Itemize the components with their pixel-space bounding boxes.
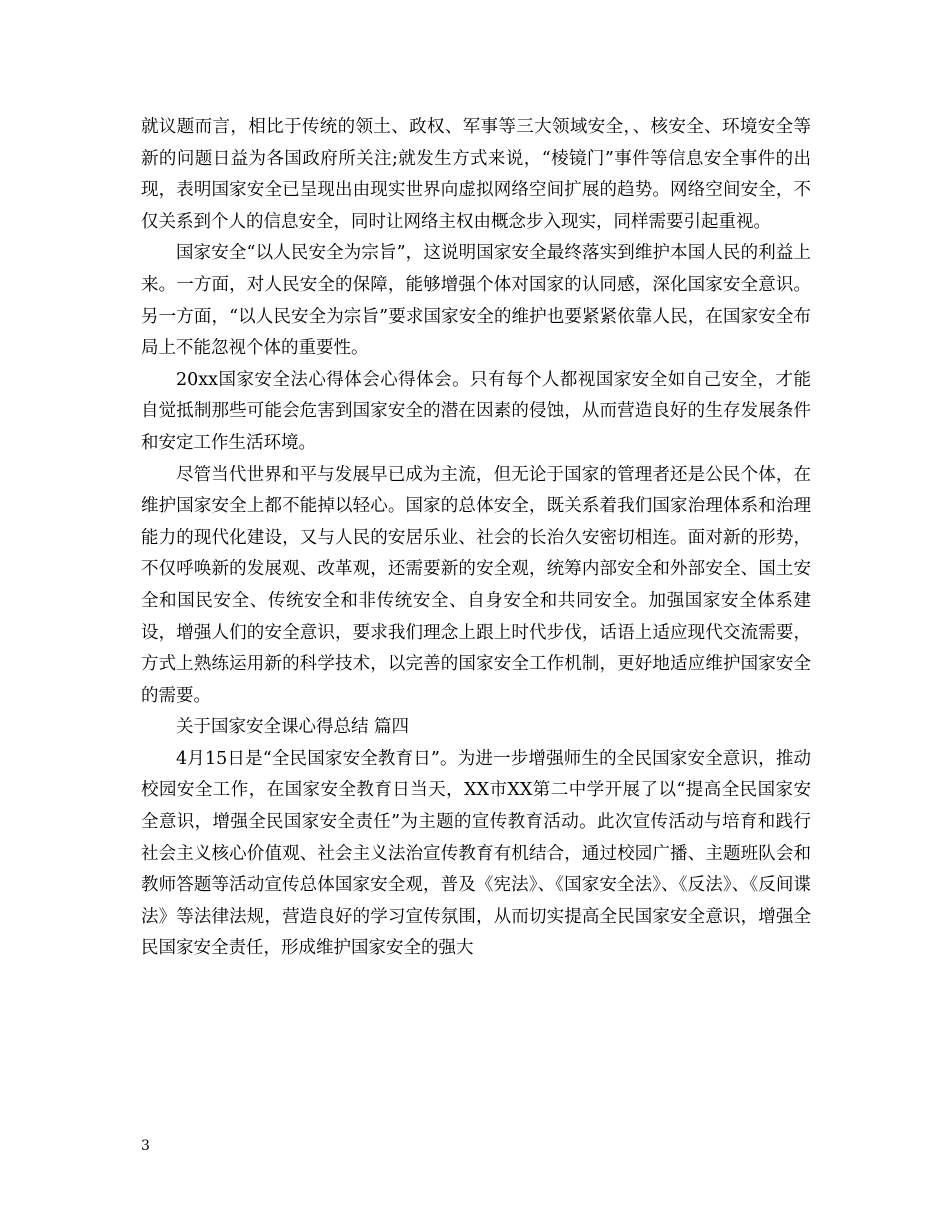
- page-number: 3: [141, 1138, 150, 1154]
- document-body: [141, 112, 811, 965]
- section-heading: 关于国家安全课心得总结 篇四: [176, 717, 410, 738]
- paragraph-1: 就议题而言，相比于传统的领土、政权、军事等三大领域安全，、核安全、环境安全等新的问题日益为各国政府所关注;就发生方式来说，“棱镜门”事件等信息安全事件的出现，表明国家安全已呈现出由现实世界向虚拟网络空间扩展的趋势。网络空间安全，不仅关系到个人的信息安全，同时让网络主权由概念步入现实，同样需要引起重视。: [141, 117, 811, 232]
- paragraph-4: 尽管当代世界和平与发展早已成为主流，但无论于国家的管理者还是公民个体，在维护国家安全上都不能掉以轻心。国家的总体安全，既关系着我们国家治理体系和治理能力的现代化建设，又与人民的安居乐业、社会的长治久安密切相连。面对新的形势，不仅呼唤新的发展观、改革观，还需要新的安全观，统筹内部安全和外部安全、国土安全和国民安全、传统安全和非传统安全、自身安全和共同安全。加强国家安全体系建设，增强人们的安全意识，要求我们理念上跟上时代步伐，话语上适应现代交流需要，方式上熟练运用新的科学技术，以完善的国家安全工作机制，更好地适应维护国家安全的需要。: [141, 464, 811, 706]
- paragraph-5: 4月15日是“全民国家安全教育日”。为进一步增强师生的全民国家安全意识，推动校园安全工作，在国家安全教育日当天，XX市XX第二中学开展了以“提高全民国家安全意识，增强全民国家安全责任”为主题的宣传教育活动。此次宣传活动与培育和践行社会主义核心价值观、社会主义法治宣传教育有机结合，通过校园广播、主题班队会和教师答题等活动宣传总体国家安全观，普及《宪法》、《国家安全法》、《反法》、《反间谍法》等法律法规，营造良好的学习宣传氛围，从而切实提高全民国家安全意识，增强全民国家安全责任，形成维护国家安全的强大: [141, 748, 811, 959]
- paragraph-3: 20xx国家安全法心得体会心得体会。只有每个人都视国家安全如自己安全，才能自觉抵制那些可能会危害到国家安全的潜在因素的侵蚀，从而营造良好的生存发展条件和安定工作生活环境。: [141, 369, 811, 453]
- paragraph-2: 国家安全“以人民安全为宗旨”，这说明国家安全最终落实到维护本国人民的利益上来。一方面，对人民安全的保障，能够增强个体对国家的认同感，深化国家安全意识。另一方面，“以人民安全为宗旨”要求国家安全的维护也要紧紧依靠人民，在国家安全布局上不能忽视个体的重要性。: [141, 243, 811, 359]
